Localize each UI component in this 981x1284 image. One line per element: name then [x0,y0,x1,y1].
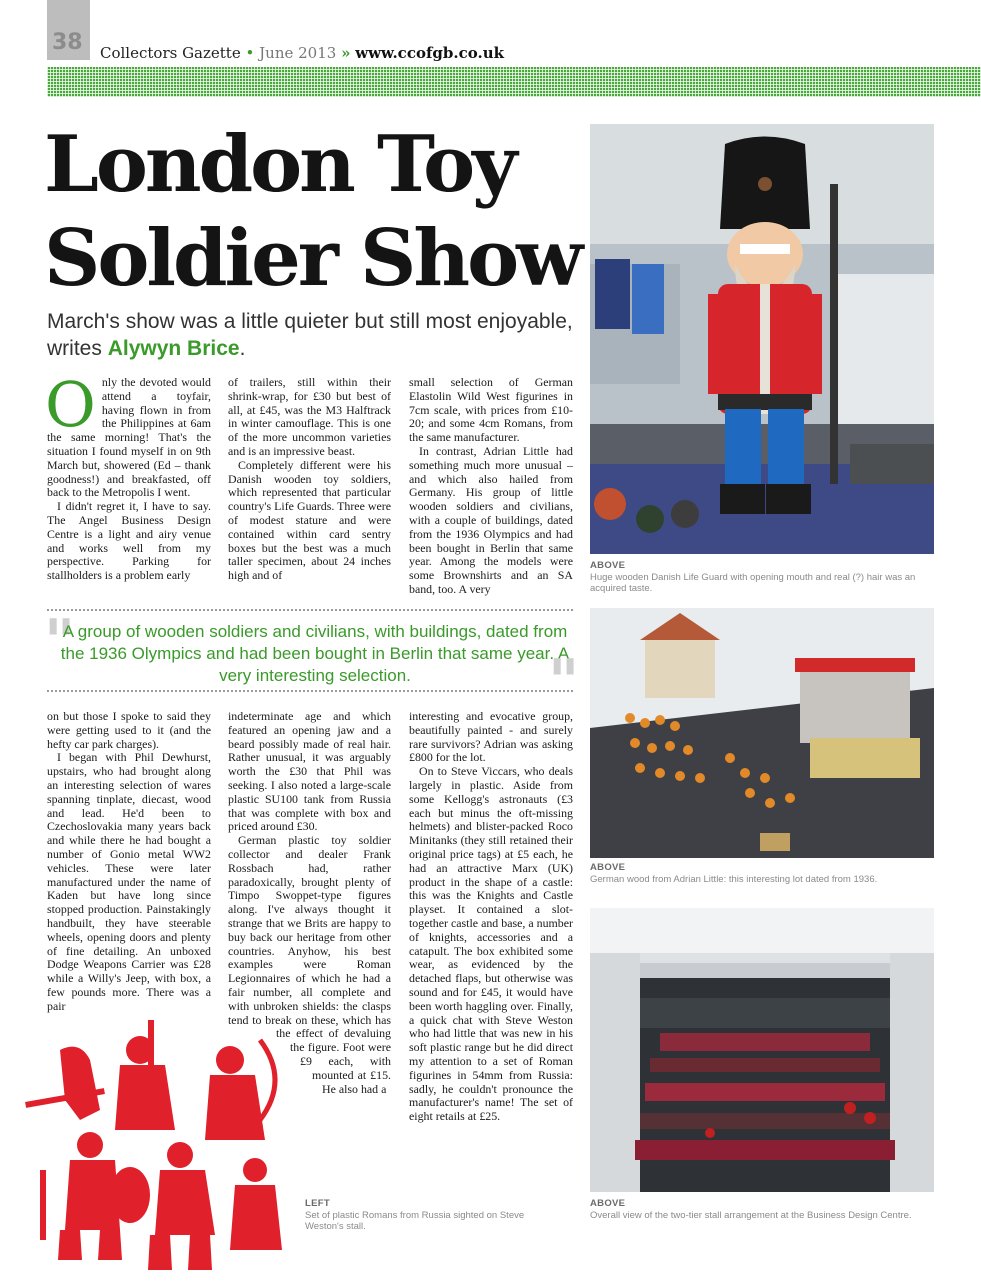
chevron-right-icon: » [341,44,351,62]
body-column-3-top [409,376,573,597]
caption-romans [305,1198,555,1233]
roman-figures-illustration [20,1020,320,1280]
body-column-1-bottom [47,710,211,1014]
close-quote-mark: " [548,647,580,717]
caption-label: ABOVE [590,862,626,873]
caption-text: Set of plastic Romans from Russia sighted on Steve Weston's stall. [305,1209,525,1232]
paragraph: small selection of German Elastolin Wild West figurines in 7cm scale, with prices from £10-20; and some 4cm Romans, from the same manufacturer. [409,375,573,445]
paragraph: of trailers, still within their shrink-wrap, for £30 but best of all, at £45, was the M3 Halftrack in winter camouflage. This is one of the more uncommon varieties and is an impressive beast. [228,375,391,458]
caption-photo-1 [590,560,934,595]
caption-label: ABOVE [590,1198,626,1209]
standfirst [47,308,587,362]
paragraph: German plastic toy soldier collector and dealer Frank Rossbach had, rather paradoxically, brought plenty of Timpo Swoppet-type figures along. I've always thought it strange that we Brits are happy to buy back our heritage from other countries. Anyhow, his best examples were Roman Legionnaires of which he had a fair number, all complete and with unbroken shields: the clasps tend to break on these, which has the effect of devaluing the figure. Foot were £9 each, with mounted at £15. He also had a [228,833,391,1096]
standfirst-end: . [239,337,246,360]
drop-cap: O [45,368,96,441]
pull-quote-rule-bottom [47,690,573,692]
pull-quote: A group of wooden soldiers and civilians, with buildings, dated from the 1936 Olympics and had been bought in Berlin that same year. A very interesting selection. [60,622,570,685]
caption-text: Overall view of the two-tier stall arrangement at the Business Design Centre. [590,1209,912,1221]
photo-business-design-centre [590,908,934,1192]
paragraph: I began with Phil Dewhurst, upstairs, who had brought along an interesting selection of wares spanning tinplate, diecast, wood and lead. He'd been to Czechoslovakia many years back and while there he had bought a number of Gonio metal WW2 vehicles. These were later manufactured under the name of Kaden but have long since stopped production. Painstakingly handbuilt, they have steerable wheels, opening doors and plenty of fine detailing. An unboxed Dodge Weapons Carrier was £28 while a Willy's Jeep, with box, a few pounds more. There was a pair [47,750,211,1013]
body-column-2-top [228,376,391,583]
caption-label: ABOVE [590,560,626,571]
paragraph: indeterminate age and which featured an opening jaw and a beard possibly made of real hair. Rather unusual, it was arguably worth the £30 that Phil was seeking. I also noted a large-scale plastic SU100 tank from Russia that was complete with box and priced around £30. [228,709,391,834]
paragraph: I didn't regret it, I have to say. The Angel Business Design Centre is a light and airy venue and works well from my perspective. Parking for stallholders is a problem early [47,499,211,583]
paragraph: interesting and evocative group, beautifully painted - and surely rare survivors? Adrian was asking £800 for the lot. [409,709,573,765]
page-number: 38 [52,30,83,55]
running-header [100,44,504,62]
publication-name: Collectors Gazette [100,44,241,62]
hall-photo-illustration [590,908,934,1192]
body-column-1-top [45,368,211,583]
pull-quote-rule-top [47,609,573,611]
issue-date: June 2013 [259,44,337,62]
paragraph: Completely different were his Danish wooden toy soldiers, which represented that particular country's Life Guards. Three were of modest stature and were contained within card sentry boxes but the best was a much taller specimen, about 24 inches high and of [228,457,391,583]
paragraph: On to Steve Viccars, who deals largely in plastic. Aside from some Kellogg's astronauts (£3 each but minus the oft-missing helmets) and blister-packed Roco Minitanks (they still retained their original price tags) at £5 each, he had an attractive Marx (UK) product in the shape of a castle: this was the Knights and Castle playset. It contained a slot-together castle and base, a number of knights, accessories and a catapult. The box exhibited some wear, as evidenced by the detached flaps, but otherwise was sound and for £45, it would have been worth haggling over. Finally, a quick chat with Steve Weston who had little that was new in his soft plastic range but he did direct my attention to a set of Roman figurines in 54mm from Russia: sadly, he couldn't pronounce the manufacturer's name! The set of eight retails at £25. [409,764,573,1124]
paragraph: In contrast, Adrian Little had something much more unusual – and which also hailed from Germany. His group of little wooden soldiers and civilians, with a couple of buildings, dated from the 1936 Olympics and had been bought in Berlin that same year. Among the models were some Brownshirts and an SA band, too. A very [409,443,573,596]
author-name: Alywyn Brice [107,337,240,360]
title-line-1: London Toy [44,119,515,210]
caption-photo-3 [590,1198,934,1221]
standfirst-text: March's show was a little quieter but still most enjoyable, writes [47,310,573,360]
caption-photo-2 [590,862,934,885]
open-quote-mark: " [44,607,76,677]
body-column-3-bottom [409,710,573,1124]
photo-danish-life-guard [590,124,934,554]
caption-text: German wood from Adrian Little: this interesting lot dated from 1936. [590,873,878,885]
paragraph: on but those I spoke to said they were getting used to it (and the hefty car park charges). [47,709,211,751]
header-separator: • [245,44,255,62]
article-title [44,118,589,306]
paragraph: nly the devoted would attend a toyfair, having flown in from the Philippines at 6am the same morning! That's the situation I found myself in on 9th March but, showered (Ed – thank goodness!) and breakfasted, off back to the Metropolis I went. [47,375,211,500]
photo-german-wood-soldiers [590,608,934,858]
header-pattern-band [47,67,981,97]
caption-text: Huge wooden Danish Life Guard with opening mouth and real (?) hair was an acquired taste. [590,571,916,594]
website-link[interactable]: www.ccofgb.co.uk [355,44,505,62]
wooden-soldiers-photo-illustration [590,608,934,858]
photo-plastic-romans [20,1020,320,1280]
caption-label: LEFT [305,1198,330,1209]
nutcracker-photo-illustration [590,124,934,554]
title-line-2: Soldier Show [44,213,581,304]
